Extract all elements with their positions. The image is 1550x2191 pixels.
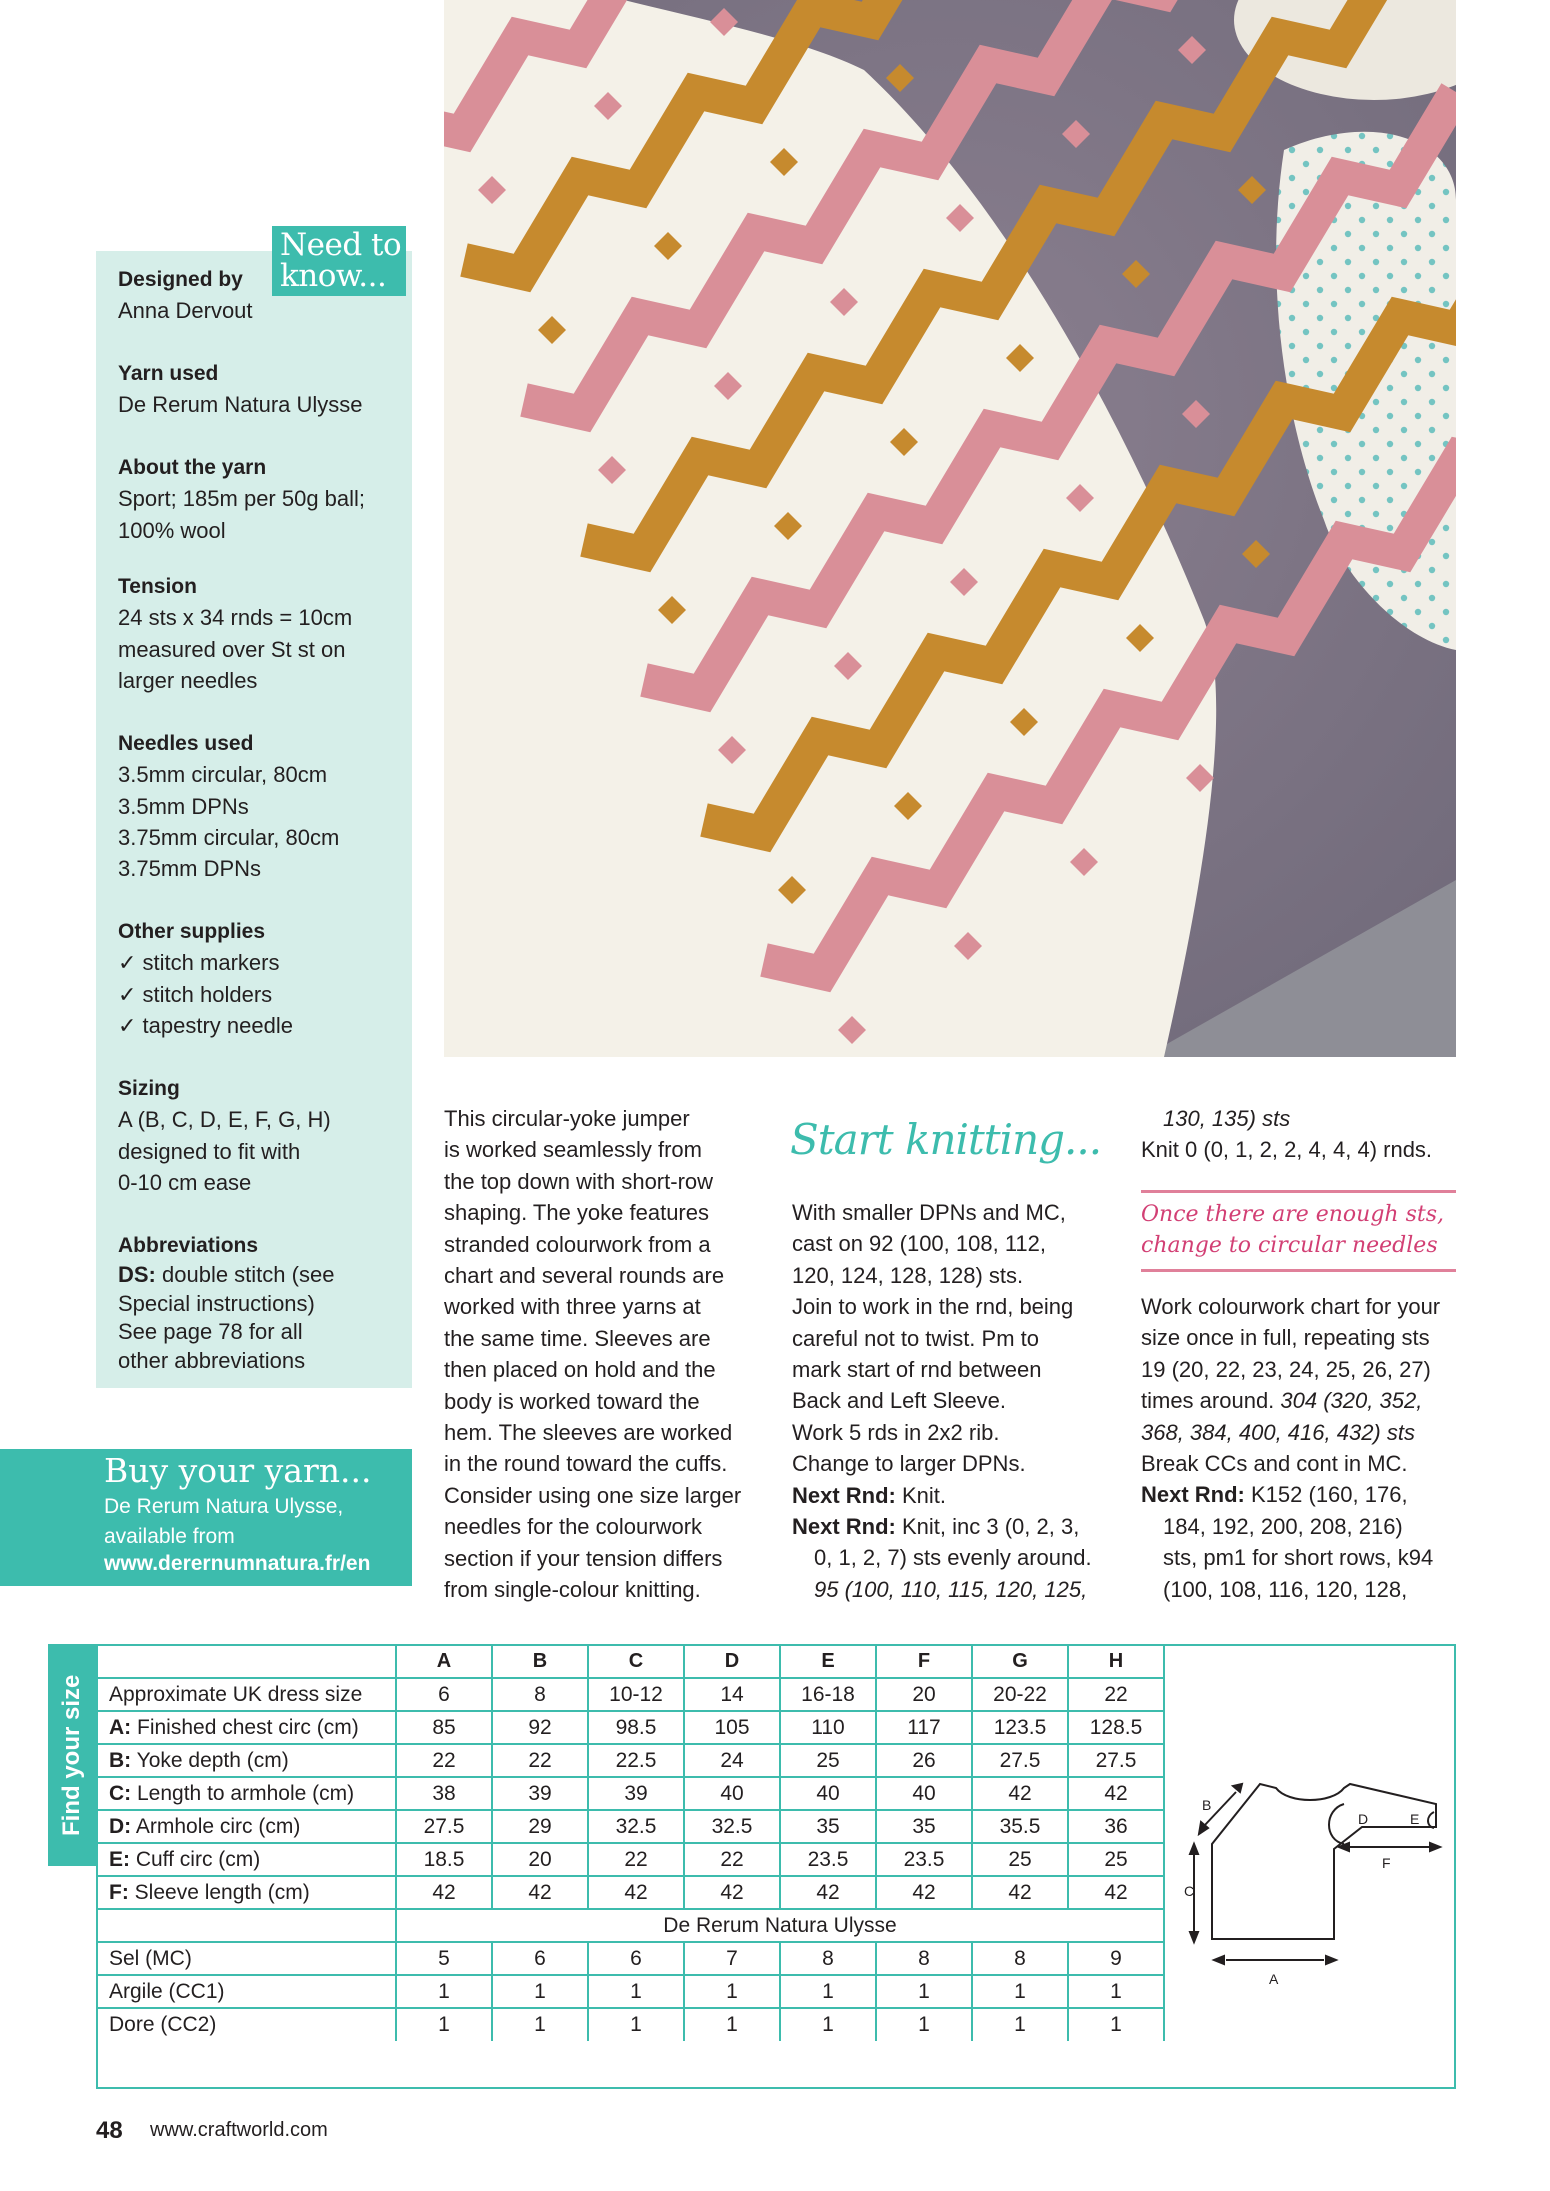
measurement-key: B:: [109, 1748, 132, 1772]
size-table-row: [96, 1777, 1164, 1810]
measurement-value: 128.5: [1068, 1711, 1164, 1744]
measurement-value: 8: [492, 1678, 588, 1711]
size-header-row: [96, 1645, 1164, 1678]
schematic-label-a: A: [1269, 1971, 1279, 1987]
badge-line-1: Need to: [280, 227, 402, 263]
stitch-count-line: 368, 384, 400, 416, 432) sts: [1141, 1419, 1415, 1445]
measurement-value: 32.5: [684, 1810, 780, 1843]
find-your-size-label: Find your size: [58, 1674, 85, 1836]
size-table-row: [96, 1810, 1164, 1843]
tension-block: [118, 571, 403, 696]
instruction-line: 120, 124, 128, 128) sts.: [792, 1262, 1024, 1288]
measurement-name: Finished chest circ (cm): [131, 1715, 359, 1739]
size-header: D: [684, 1645, 780, 1678]
size-header: B: [492, 1645, 588, 1678]
yarn-used-value: De Rerum Natura Ulysse: [118, 392, 363, 418]
measurement-value: 39: [588, 1777, 684, 1810]
about-yarn-block: [118, 452, 403, 546]
needles-line: 3.75mm DPNs: [118, 856, 262, 882]
badge-line-2: know...: [280, 258, 387, 294]
measurement-label: [96, 1843, 396, 1876]
intro-paragraph: [444, 1103, 764, 1606]
measurement-key: D:: [109, 1814, 132, 1838]
measurement-value: 38: [396, 1777, 492, 1810]
needles-heading: Needles used: [118, 732, 254, 755]
abbreviations-heading: Abbreviations: [118, 1234, 259, 1257]
size-table-row: [96, 1678, 1164, 1711]
measurement-name: Cuff circ (cm): [130, 1847, 261, 1871]
measurement-value: 18.5: [396, 1843, 492, 1876]
schematic-label-f: F: [1382, 1855, 1391, 1871]
instruction-line: Back and Left Sleeve.: [792, 1388, 1007, 1414]
sizing-line: designed to fit with: [118, 1138, 301, 1164]
intro-line: chart and several rounds are: [444, 1263, 725, 1289]
measurement-value: 27.5: [972, 1744, 1068, 1777]
intro-line: in the round toward the cuffs.: [444, 1451, 728, 1477]
yarn-ball-count: 1: [396, 1975, 492, 2008]
measurement-value: 22: [684, 1843, 780, 1876]
next-round-label: Next Rnd:: [1141, 1482, 1245, 1508]
instruction-line: Break CCs and cont in MC.: [1141, 1451, 1408, 1477]
yarn-ball-count: 1: [1068, 2008, 1164, 2041]
measurement-label: [96, 1744, 396, 1777]
measurement-label: [96, 1711, 396, 1744]
measurement-key: E:: [109, 1847, 130, 1871]
yarn-used-block: [118, 358, 403, 421]
needles-line: 3.5mm circular, 80cm: [118, 762, 328, 788]
size-table-row: [96, 1711, 1164, 1744]
supplies-line: ✓ stitch markers: [118, 950, 280, 976]
measurement-value: 42: [780, 1876, 876, 1909]
measurement-value: 35: [876, 1810, 972, 1843]
measurement-value: 98.5: [588, 1711, 684, 1744]
yarn-ball-count: 1: [588, 1975, 684, 2008]
measurement-value: 40: [876, 1777, 972, 1810]
measurement-value: 40: [684, 1777, 780, 1810]
buy-yarn-line: De Rerum Natura Ulysse,: [104, 1495, 344, 1518]
sweater-photo: [444, 0, 1456, 1057]
measurement-value: 42: [1068, 1777, 1164, 1810]
yarn-ball-count: 1: [684, 1975, 780, 2008]
size-header: E: [780, 1645, 876, 1678]
sizing-line: A (B, C, D, E, F, G, H): [118, 1107, 331, 1133]
yarn-ball-count: 5: [396, 1942, 492, 1975]
yarn-ball-count: 6: [588, 1942, 684, 1975]
page-number: 48: [96, 2117, 123, 2144]
next-round-label: Next Rnd:: [792, 1514, 896, 1540]
size-table-row: [96, 1876, 1164, 1909]
yarn-ball-count: 1: [684, 2008, 780, 2041]
instruction-line: Work colourwork chart for your: [1141, 1294, 1441, 1319]
yarn-header-row: [96, 1909, 1164, 1942]
yarn-ball-count: 1: [1068, 1975, 1164, 2008]
supplies-line: ✓ tapestry needle: [118, 1012, 293, 1038]
yarn-ball-count: 8: [876, 1942, 972, 1975]
measurement-value: 32.5: [588, 1810, 684, 1843]
needles-block: [118, 728, 403, 884]
schematic-arrows: [1190, 1784, 1440, 1964]
instruction-line: cast on 92 (100, 108, 112,: [792, 1231, 1046, 1257]
tension-line: 24 sts x 34 rnds = 10cm: [118, 605, 353, 631]
tension-heading: Tension: [118, 575, 197, 598]
buy-yarn-title: Buy your yarn...: [104, 1451, 372, 1490]
yarn-used-heading: Yarn used: [118, 362, 219, 385]
yarn-ball-count: 1: [876, 1975, 972, 2008]
column-three-top: [1141, 1103, 1461, 1166]
measurement-value: 39: [492, 1777, 588, 1810]
schematic-outline: [1212, 1784, 1436, 1939]
yarn-header-empty: [96, 1909, 396, 1942]
measurement-value: 40: [780, 1777, 876, 1810]
yarn-colour-label: Sel (MC): [96, 1942, 396, 1975]
yarn-ball-count: 1: [396, 2008, 492, 2041]
about-yarn-line: Sport; 185m per 50g ball;: [118, 486, 366, 512]
next-round-line: [1141, 1479, 1461, 1510]
yarn-ball-count: 1: [588, 2008, 684, 2041]
designer-name: Anna Dervout: [118, 298, 253, 324]
yarn-header: De Rerum Natura Ulysse: [396, 1909, 1164, 1942]
instruction-line: (100, 108, 116, 120, 128,: [1163, 1576, 1408, 1602]
yarn-rows: [96, 1942, 1164, 2041]
instruction-line: Knit 0 (0, 1, 2, 2, 4, 4, 4) rnds.: [1141, 1137, 1433, 1163]
supplies-block: [118, 916, 403, 1041]
measurement-value: 42: [1068, 1876, 1164, 1909]
instruction-line: sts, pm1 for short rows, k94: [1163, 1545, 1434, 1571]
measurement-value: 20-22: [972, 1678, 1068, 1711]
schematic-label-b: B: [1202, 1797, 1212, 1813]
measurement-value: 42: [588, 1876, 684, 1909]
intro-line: hem. The sleeves are worked: [444, 1420, 733, 1446]
column-three-body: [1141, 1291, 1461, 1605]
supplies-heading: Other supplies: [118, 920, 266, 943]
abbreviation-ds-term: DS:: [118, 1262, 156, 1287]
instruction-line: 19 (20, 22, 23, 24, 25, 26, 27): [1141, 1356, 1431, 1382]
yarn-ball-count: 7: [684, 1942, 780, 1975]
measurement-value: 10-12: [588, 1678, 684, 1711]
measurement-key: F:: [109, 1880, 129, 1904]
instruction-line: 0, 1, 2, 7) sts evenly around.: [814, 1545, 1092, 1571]
measurement-value: 27.5: [1068, 1744, 1164, 1777]
buy-yarn-link[interactable]: www.derernumnatura.fr/en: [104, 1552, 371, 1575]
measurement-value: 35: [780, 1810, 876, 1843]
measurement-value: 85: [396, 1711, 492, 1744]
size-header: F: [876, 1645, 972, 1678]
yarn-ball-count: 1: [780, 1975, 876, 2008]
measurement-value: 105: [684, 1711, 780, 1744]
measurement-value: 20: [492, 1843, 588, 1876]
intro-line: body is worked toward the: [444, 1388, 700, 1414]
abbreviations-line: See page 78 for all: [118, 1319, 303, 1344]
abbreviations-line: other abbreviations: [118, 1347, 306, 1373]
intro-line: needles for the colourwork: [444, 1514, 703, 1540]
yarn-ball-count: 1: [780, 2008, 876, 2041]
intro-line: shaping. The yoke features: [444, 1200, 709, 1226]
measurement-value: 22: [396, 1744, 492, 1777]
measurement-value: 25: [1068, 1843, 1164, 1876]
yarn-ball-count: 9: [1068, 1942, 1164, 1975]
times-text: times around.: [1141, 1388, 1281, 1414]
measurement-value: 16-18: [780, 1678, 876, 1711]
intro-line: from single-colour knitting.: [444, 1577, 701, 1603]
measurement-value: 42: [876, 1876, 972, 1909]
yarn-quantity-row: [96, 1975, 1164, 2008]
abbreviations-line: Special instructions): [118, 1290, 315, 1316]
measurement-name: Sleeve length (cm): [128, 1880, 310, 1904]
intro-line: Consider using one size larger: [444, 1482, 742, 1508]
instruction-line: 184, 192, 200, 208, 216): [1163, 1513, 1403, 1539]
measurement-value: 42: [972, 1876, 1068, 1909]
abbreviations-block: [118, 1230, 403, 1375]
yarn-ball-count: 1: [492, 2008, 588, 2041]
measurement-value: 92: [492, 1711, 588, 1744]
measurement-name: Length to armhole (cm): [131, 1781, 355, 1805]
next-round-text: Knit.: [895, 1482, 947, 1508]
measurement-name: Armhole circ (cm): [131, 1814, 301, 1838]
yarn-ball-count: 1: [972, 1975, 1068, 2008]
times-count: 304 (320, 352,: [1280, 1388, 1423, 1414]
stitch-count-line: 95 (100, 110, 115, 120, 125,: [814, 1576, 1088, 1602]
measurement-label: [96, 1777, 396, 1810]
header-empty-cell: [96, 1645, 396, 1678]
yarn-ball-count: 1: [492, 1975, 588, 2008]
designed-by-heading: Designed by: [118, 268, 243, 291]
sizing-heading: Sizing: [118, 1077, 180, 1100]
designed-by-block: [118, 264, 403, 327]
instruction-line: [1141, 1385, 1461, 1416]
intro-line: stranded colourwork from a: [444, 1231, 711, 1257]
measurement-value: 22: [492, 1744, 588, 1777]
yarn-ball-count: 8: [780, 1942, 876, 1975]
measurement-value: 27.5: [396, 1810, 492, 1843]
measurement-value: 23.5: [876, 1843, 972, 1876]
next-round-text: Knit, inc 3 (0, 2, 3,: [895, 1514, 1080, 1540]
instruction-line: careful not to twist. Pm to: [792, 1325, 1039, 1351]
footer-website[interactable]: www.craftworld.com: [150, 2119, 328, 2141]
size-header: G: [972, 1645, 1068, 1678]
buy-yarn-line: available from: [104, 1525, 235, 1548]
callout-line: change to circular needles: [1141, 1233, 1438, 1258]
yarn-colour-label: Dore (CC2): [96, 2008, 396, 2041]
start-knitting-text: [792, 1197, 1122, 1605]
intro-line: the same time. Sleeves are: [444, 1325, 711, 1351]
measurement-value: 26: [876, 1744, 972, 1777]
instruction-line: Join to work in the rnd, being: [792, 1294, 1074, 1320]
yarn-colour-label: Argile (CC1): [96, 1975, 396, 2008]
measurement-value: 20: [876, 1678, 972, 1711]
measurement-value: 36: [1068, 1810, 1164, 1843]
measurement-name: Yoke depth (cm): [131, 1748, 289, 1772]
needles-line: 3.75mm circular, 80cm: [118, 824, 340, 850]
intro-line: section if your tension differs: [444, 1545, 723, 1571]
measurement-name: Approximate UK dress size: [109, 1682, 363, 1706]
buy-yarn-text: [104, 1492, 343, 1552]
measurement-value: 117: [876, 1711, 972, 1744]
yarn-ball-count: 1: [972, 2008, 1068, 2041]
measurement-value: 29: [492, 1810, 588, 1843]
measurement-value: 42: [684, 1876, 780, 1909]
instruction-line: mark start of rnd between: [792, 1357, 1042, 1383]
intro-line: worked with three yarns at: [444, 1294, 701, 1320]
sizing-block: [118, 1073, 403, 1198]
instruction-line: With smaller DPNs and MC,: [792, 1200, 1066, 1225]
measurement-value: 25: [972, 1843, 1068, 1876]
measurement-label: [96, 1810, 396, 1843]
measurement-label: [96, 1678, 396, 1711]
needles-line: 3.5mm DPNs: [118, 793, 249, 819]
abbreviation-ds: [118, 1261, 403, 1290]
size-table: [96, 1644, 1165, 2041]
next-round-line: [792, 1511, 1122, 1542]
measurement-key: C:: [109, 1781, 132, 1805]
next-round-line: [792, 1480, 1122, 1511]
measurement-value: 14: [684, 1678, 780, 1711]
measurement-label: [96, 1876, 396, 1909]
measurement-value: 123.5: [972, 1711, 1068, 1744]
stitch-count-line: 130, 135) sts: [1163, 1106, 1291, 1131]
schematic-label-e: E: [1410, 1811, 1420, 1827]
circular-needles-callout: [1141, 1190, 1456, 1272]
about-yarn-line: 100% wool: [118, 517, 226, 543]
measurement-value: 24: [684, 1744, 780, 1777]
sizing-line: 0-10 cm ease: [118, 1169, 252, 1195]
size-header: C: [588, 1645, 684, 1678]
yarn-quantity-row: [96, 1942, 1164, 1975]
supplies-line: ✓ stitch holders: [118, 981, 273, 1007]
measurement-value: 6: [396, 1678, 492, 1711]
schematic-label-d: D: [1358, 1811, 1369, 1827]
measurement-value: 22.5: [588, 1744, 684, 1777]
sweater-schematic: [1164, 1644, 1456, 2089]
intro-line: This circular-yoke jumper: [444, 1106, 690, 1131]
size-table-row: [96, 1843, 1164, 1876]
size-header: H: [1068, 1645, 1164, 1678]
instruction-line: Change to larger DPNs.: [792, 1451, 1026, 1477]
about-yarn-heading: About the yarn: [118, 456, 267, 479]
intro-line: the top down with short-row: [444, 1168, 714, 1194]
tension-line: larger needles: [118, 667, 258, 693]
measurement-value: 110: [780, 1711, 876, 1744]
instruction-line: Work 5 rds in 2x2 rib.: [792, 1419, 1000, 1445]
next-round-text: K152 (160, 176,: [1244, 1482, 1408, 1508]
abbreviation-ds-def: double stitch (see: [155, 1262, 335, 1287]
measurement-rows: [96, 1678, 1164, 1909]
yarn-ball-count: 1: [876, 2008, 972, 2041]
callout-line: Once there are enough sts,: [1141, 1202, 1445, 1227]
measurement-key: A:: [109, 1715, 132, 1739]
intro-line: is worked seamlessly from: [444, 1137, 702, 1163]
yarn-quantity-row: [96, 2008, 1164, 2041]
measurement-value: 25: [780, 1744, 876, 1777]
intro-line: then placed on hold and the: [444, 1357, 716, 1383]
measurement-value: 42: [492, 1876, 588, 1909]
next-round-label: Next Rnd:: [792, 1482, 896, 1508]
measurement-value: 42: [972, 1777, 1068, 1810]
measurement-value: 22: [588, 1843, 684, 1876]
yarn-ball-count: 6: [492, 1942, 588, 1975]
schematic-label-c: C: [1184, 1883, 1195, 1899]
tension-line: measured over St st on: [118, 636, 346, 662]
start-knitting-heading: Start knitting...: [790, 1115, 1102, 1164]
measurement-value: 42: [396, 1876, 492, 1909]
measurement-value: 22: [1068, 1678, 1164, 1711]
size-header: A: [396, 1645, 492, 1678]
measurement-value: 35.5: [972, 1810, 1068, 1843]
measurement-value: 23.5: [780, 1843, 876, 1876]
instruction-line: size once in full, repeating sts: [1141, 1325, 1430, 1351]
yarn-ball-count: 8: [972, 1942, 1068, 1975]
size-table-row: [96, 1744, 1164, 1777]
